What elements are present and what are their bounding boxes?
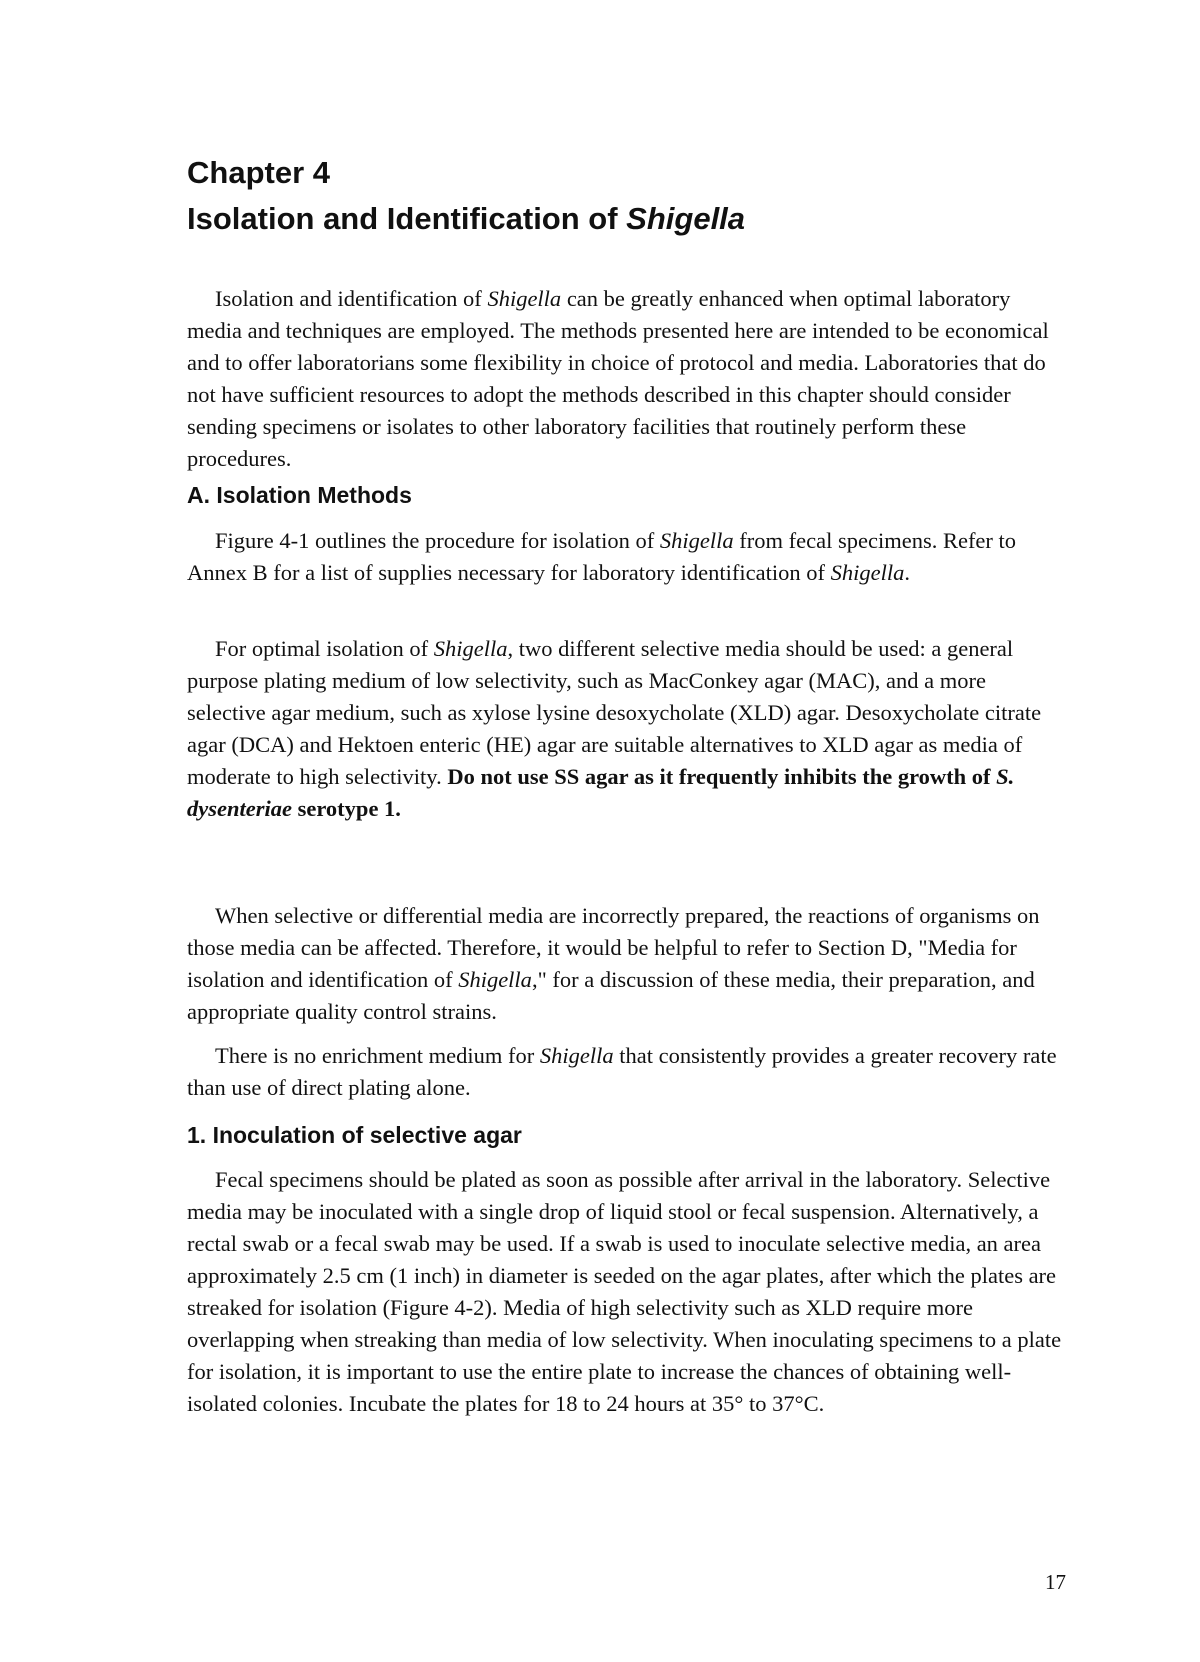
section-a-paragraph-3 (187, 900, 1067, 1028)
intro-paragraph (187, 283, 1067, 475)
subsection-1-heading: 1. Inoculation of selective agar (187, 1122, 522, 1148)
organism-name: Shigella (487, 286, 562, 311)
text-run: can be greatly enhanced when optimal laboratory media and techniques are employed. The methods presented here are intended to be economical and to offer laboratorians some flexibility in choice of protocol and media. Laboratories that do not have sufficient resources to adopt the methods described in this chapter should consider sending specimens or isolates to other laboratory facilities that routinely perform these procedures. (187, 286, 1049, 471)
text-run: . (904, 560, 910, 585)
text-run: For optimal isolation of (215, 636, 434, 661)
organism-name: Shigella (458, 967, 532, 992)
chapter-heading (187, 150, 745, 242)
chapter-title-prefix: Isolation and Identification of (187, 201, 627, 236)
text-run: Figure 4-1 outlines the procedure for isolation of (215, 528, 660, 553)
text-run: from fecal specimens. Refer to Annex B for a list of supplies necessary for laboratory identification of (187, 528, 1017, 585)
section-a-heading: A. Isolation Methods (187, 482, 412, 508)
chapter-label: Chapter 4 (187, 155, 330, 190)
chapter-title-organism: Shigella (626, 201, 746, 236)
page-number: 17 (1045, 1570, 1066, 1594)
text-run: ," for a discussion of these media, their preparation, and appropriate quality control strains. (187, 967, 1035, 1024)
text-run: There is no enrichment medium for (215, 1043, 540, 1068)
text-run: Do not use SS agar as it frequently inhibits the growth of (447, 764, 997, 789)
text-run: , two different selective media should be used: a general purpose plating medium of low selectivity, such as MacConkey agar (MAC), and a more selective agar medium, such as xylose lysine desoxycholate (XLD) agar. Desoxycholate citrate agar (DCA) and Hektoen enteric (HE) agar are suitable alternatives to XLD agar as media of moderate to high selectivity. (187, 636, 1042, 789)
organism-name: S. dysenteriae (187, 764, 1015, 821)
organism-name: Shigella (433, 636, 508, 661)
chapter-title (187, 196, 745, 242)
text-run: serotype 1. (291, 796, 401, 821)
text-run: that consistently provides a greater recovery rate than use of direct plating alone. (187, 1043, 1057, 1100)
text-run: Isolation and identification of (215, 286, 488, 311)
organism-name: Shigella (539, 1043, 614, 1068)
text-run: When selective or differential media are incorrectly prepared, the reactions of organisms on those media can be affected. Therefore, it would be helpful to refer to Section D, "Media for isolation and identification of (187, 903, 1040, 992)
section-a-paragraph-1 (187, 525, 1067, 589)
organism-name: Shigella (659, 528, 734, 553)
subsection-1-paragraph: Fecal specimens should be plated as soon as possible after arrival in the laboratory. Selective media may be inoculated with a single drop of liquid stool or fecal suspension. Alternatively, a rectal swab or a fecal swab may be used. If a swab is used to inoculate selective media, an area approximately 2.5 cm (1 inch) in diameter is seeded on the agar plates, after which the plates are streaked for isolation (Figure 4-2). Media of high selectivity such as XLD require more overlapping when streaking than media of low selectivity. When inoculating specimens to a plate for isolation, it is important to use the entire plate to increase the chances of obtaining well-isolated colonies. Incubate the plates for 18 to 24 hours at 35° to 37°C. (187, 1167, 1062, 1416)
section-a-paragraph-2 (187, 633, 1067, 825)
section-a-paragraph-4 (187, 1040, 1067, 1104)
organism-name: Shigella (830, 560, 905, 585)
